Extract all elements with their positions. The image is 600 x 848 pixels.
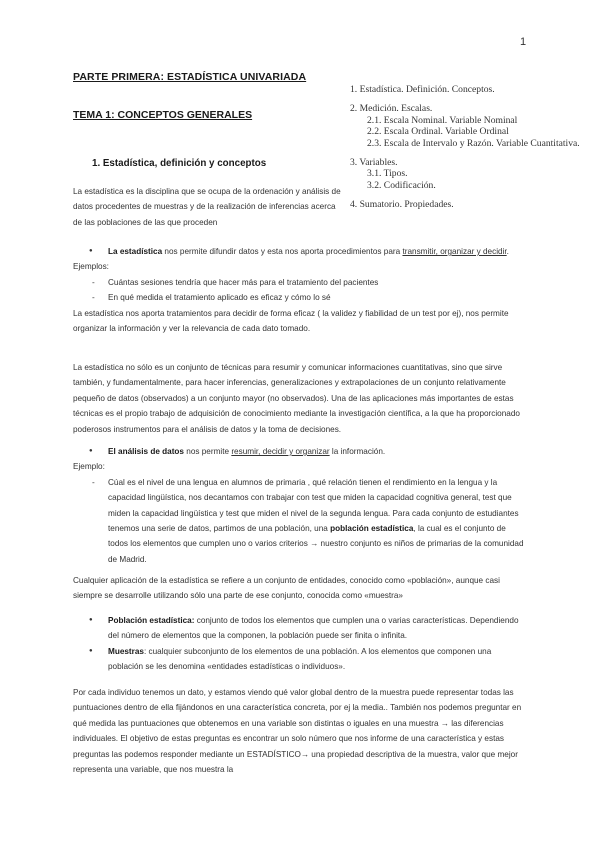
toc-item: 1. Estadística. Definición. Conceptos.	[350, 84, 495, 95]
tema-title: TEMA 1: CONCEPTOS GENERALES	[73, 109, 253, 121]
table-of-contents	[350, 84, 595, 211]
toc-item: 2. Medición. Escalas.	[350, 103, 433, 115]
example-item: - En qué medida el tratamiento aplicado es eficaz y cómo lo sé	[73, 290, 528, 305]
example-label: Ejemplo:	[73, 462, 105, 472]
bullet-analisis: ● El análisis de datos nos permite resumir, decidir y organizar la información.	[73, 444, 528, 459]
toc-item: 4. Sumatorio. Propiedades.	[350, 199, 454, 211]
bullet-muestras: ● Muestras: cualquier subconjunto de los elementos de una población. A los elementos que componen una población se les denomina «entidades estadísticas o individuos».	[73, 644, 528, 675]
paragraph-tecnicas: La estadística no sólo es un conjunto de técnicas para resumir y comunicar informaciones cuantitativas, sino que sirve también, y fundamentalmente, para hacer inferencias, generalizaciones y extrapolaciones de un conjunto relativamente pequeño de datos (observados) a un conjunto mayor (no observados). Una de las aplicaciones más importantes de estas técnicas es el propio trabajo de adquisición de conocimiento mediante la investigación científica, a la que ha proporcionado poderosos instrumentos para el análisis de datos y la toma de decisiones.	[73, 363, 520, 434]
paragraph: La estadística nos aporta tratamientos para decidir de forma eficaz ( la validez y fiabilidad de un test por ej), nos permite organizar la información y ver la relevancia de cada dato tomado.	[73, 308, 509, 334]
example-item: - Cuántas sesiones tendría que hacer más para el tratamiento del pacientes	[73, 275, 528, 290]
definitions-list	[73, 613, 528, 675]
bullet-estadistica: ● La estadística nos permite difundir datos y esta nos aporta procedimientos para transmitir, organizar y decidir.	[73, 244, 528, 259]
paragraph-estadistico: Por cada individuo tenemos un dato, y estamos viendo qué valor global dentro de la muestra puede representar todas las puntuaciones dentro de ella fijándonos en una característica concreta, por ej la media.. También nos podemos preguntar en qué medida las puntuaciones que obtenemos en una variable son distintas o iguales en una muestra → las diferencias individuales. El objetivo de estas preguntas es encontrar un solo número que nos informe de una característica y estas preguntas las podemos responder mediante un ESTADÍSTICO→ una propiedad descriptiva de la muestra, valor que mejor representa una variable, que nos muestra la	[73, 688, 522, 775]
paragraph-conjunto: Cualquier aplicación de la estadística se refiere a un conjunto de entidades, conocido como «población», aunque casi siempre se desarrolle utilizando sólo una parte de ese conjunto, conocida como «muestra»	[73, 576, 500, 601]
block-analisis	[73, 444, 528, 567]
toc-subitem: 2.2. Escala Ordinal. Variable Ordinal	[367, 126, 509, 138]
toc-subitem: 3.1. Tipos.	[367, 168, 408, 180]
toc-subitem: 2.1. Escala Nominal. Variable Nominal	[367, 114, 518, 126]
example-item: - Cúal es el nivel de una lengua en alumnos de primaria , qué relación tienen el rendimiento en la lengua y la capacidad lingüística, nos decantamos con trabajar con test que miden la capacidad cognitiva general, test que miden la capacidad lingüística y test que miden el nivel de la segunda lengua. Para cada conjunto de estudiantes tenemos una serie de datos, partimos de una población, una población estadística, la cual es el conjunto de todos los elementos que cumplen uno o varios criterios → nuestro conjunto es niños de primarias de la comunidad de Madrid.	[73, 475, 528, 567]
block-estadistica	[73, 244, 528, 336]
toc-subitem: 3.2. Codificación.	[367, 179, 436, 191]
toc-subitem: 2.3. Escala de Intervalo y Razón. Variable Cuantitativa.	[367, 137, 580, 149]
page-number: 1	[520, 36, 527, 48]
toc-item: 3. Variables.	[350, 157, 398, 169]
bullet-poblacion: ● Población estadística: conjunto de todos los elementos que cumplen una o varias características. Dependiendo del número de elementos que la componen, la población puede ser finita o infinita.	[73, 613, 528, 644]
intro-paragraph: La estadística es la disciplina que se ocupa de la ordenación y análisis de datos procedentes de muestras y de la realización de inferencias acerca de las poblaciones de las que proceden	[73, 187, 341, 227]
examples-label: Ejemplos:	[73, 262, 109, 272]
part-title: PARTE PRIMERA: ESTADÍSTICA UNIVARIADA	[73, 71, 307, 83]
section-title: 1. Estadística, definición y conceptos	[92, 158, 267, 169]
